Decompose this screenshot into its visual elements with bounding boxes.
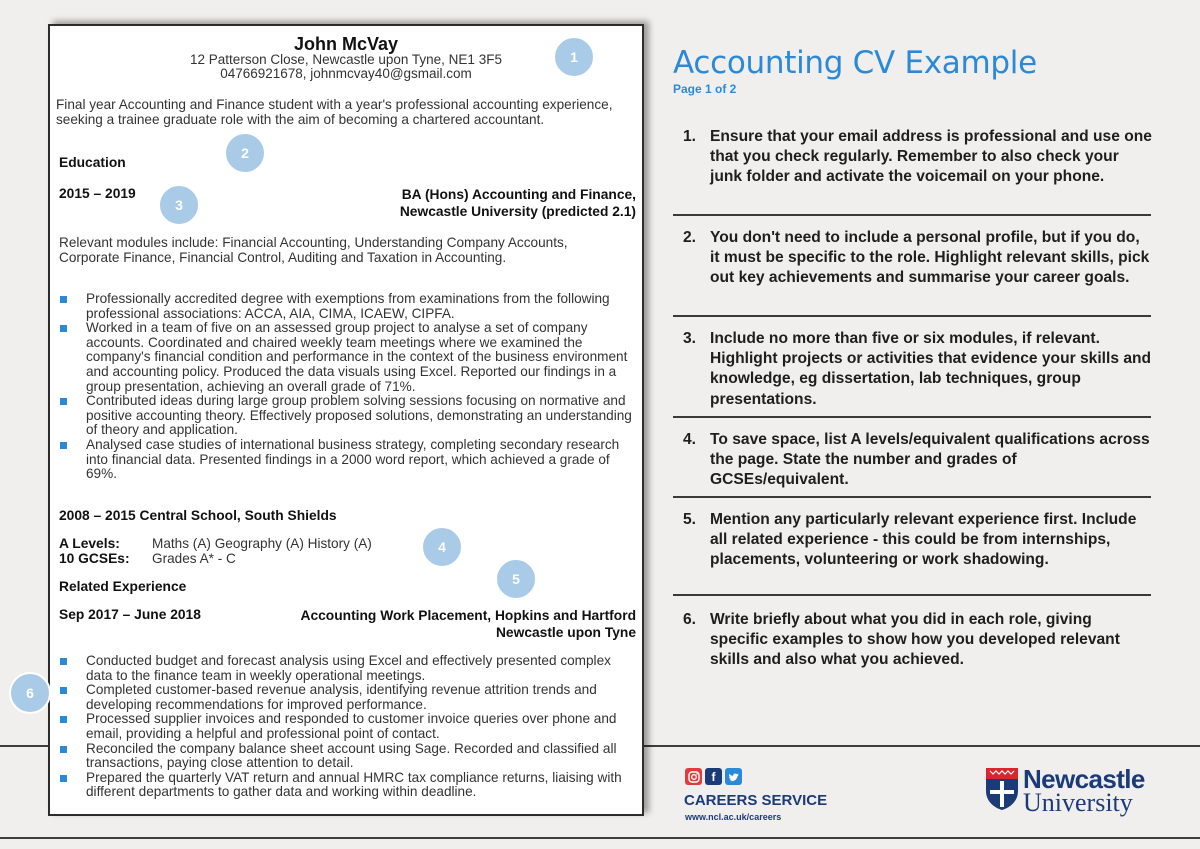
job-bullets (59, 654, 639, 800)
list-item: Analysed case studies of international business strategy, completing secondary research into financial data. Presented findings in a 2000 word report, which achieved a grade of 69%. (59, 438, 639, 482)
cv-name: John McVay (293, 34, 399, 54)
bottom-divider-line (0, 837, 1200, 839)
instagram-icon[interactable] (685, 768, 702, 785)
tip-number: 3. (683, 330, 697, 347)
tip-1 (683, 127, 1153, 188)
alevels-value: Maths (A) Geography (A) History (A) (152, 536, 372, 551)
education-heading: Education (59, 155, 126, 170)
cv-page (48, 24, 644, 816)
logo-word-2: University (1023, 788, 1133, 817)
cv-contact: 04766921678, johnmcvay40@gsmail.com (220, 66, 472, 81)
facebook-icon[interactable]: f (705, 768, 722, 785)
tip-text: To save space, list A levels/equivalent qualifications across the page. State the number and grades of GCSEs/equivalent. (710, 431, 1150, 489)
marker-6: 6 (9, 672, 51, 714)
list-item: Prepared the quarterly VAT return and annual HMRC tax compliance returns, liaising with different departments to gather data and working within deadline. (59, 771, 639, 800)
tip-3 (683, 329, 1153, 410)
job-dates: Sep 2017 – June 2018 (59, 607, 201, 622)
education-dates: 2015 – 2019 (59, 186, 136, 201)
tip-number: 1. (683, 128, 697, 145)
page-subtitle: Page 1 of 2 (673, 82, 737, 96)
degree-bullets (59, 292, 639, 482)
tip-number: 6. (683, 611, 697, 628)
tip-separator (673, 214, 1151, 216)
crest-icon (985, 767, 1019, 811)
gcses-value: Grades A* - C (152, 550, 236, 566)
related-experience-heading: Related Experience (59, 579, 187, 594)
tip-5 (683, 510, 1153, 571)
tip-text: Ensure that your email address is professional and use one that you check regularly. Remember to also check your junk folder and activate the voicemail on your phone. (710, 128, 1152, 186)
tip-6 (683, 610, 1153, 671)
list-item: Reconciled the company balance sheet account using Sage. Recorded and classified all transactions, paying close attention to detail. (59, 742, 639, 771)
logo-word-1: Newcastle (1023, 764, 1145, 794)
degree-line-1: BA (Hons) Accounting and Finance, (401, 187, 636, 202)
marker-1: 1 (553, 36, 595, 78)
page-title: Accounting CV Example (673, 45, 1037, 81)
marker-4: 4 (421, 526, 463, 568)
job-title-line-2: Newcastle upon Tyne (495, 625, 636, 640)
marker-5: 5 (495, 558, 537, 600)
social-icons (685, 768, 742, 785)
marker-3: 3 (158, 184, 200, 226)
school-heading: 2008 – 2015 Central School, South Shields (59, 508, 337, 523)
university-logo (985, 764, 1145, 817)
tip-text: You don't need to include a personal profile, but if you do, it must be specific to the role. Highlight relevant skills, pick out key achievements and summarise your career goals. (710, 229, 1150, 287)
degree-title (400, 186, 636, 220)
marker-2: 2 (224, 132, 266, 174)
list-item: Professionally accredited degree with exemptions from examinations from the following professional associations: ACCA, AIA, CIMA, ICAEW, CIPFA. (59, 292, 639, 321)
alevels-label: A Levels: (59, 536, 120, 551)
tip-text: Include no more than five or six modules, if relevant. Highlight projects or activities that evidence your skills and knowledge, eg dissertation, lab techniques, group presentations. (710, 330, 1152, 408)
modules-text: Relevant modules include: Financial Accounting, Understanding Company Accounts, Corporate Finance, Financial Control, Auditing and Taxation in Accounting. (59, 235, 568, 265)
tip-text: Mention any particularly relevant experience first. Include all related experience - this could be from internships, placements, volunteering or work shadowing. (710, 511, 1137, 569)
degree-line-2: Newcastle University (predicted 2.1) (399, 204, 636, 219)
tip-separator (673, 416, 1151, 418)
tip-2 (683, 228, 1153, 289)
qualifications (59, 537, 372, 566)
job-title-line-1: Accounting Work Placement, Hopkins and Hartford (300, 608, 636, 623)
tip-text: Write briefly about what you did in each role, giving specific examples to show how you developed relevant skills and also what you achieved. (710, 611, 1120, 669)
tip-separator (673, 315, 1151, 317)
careers-url-link[interactable]: www.ncl.ac.uk/careers (685, 812, 782, 822)
tip-number: 5. (683, 511, 697, 528)
twitter-icon[interactable] (725, 768, 742, 785)
list-item: Contributed ideas during large group problem solving sessions focusing on normative and positive accounting theory. Effectively proposed solutions, demonstrating an understanding of theory and application. (59, 394, 639, 438)
tip-number: 4. (683, 431, 697, 448)
list-item: Worked in a team of five on an assessed group project to analyse a set of company accounts. Coordinated and chaired weekly team meetings where we examined the company's financial condition and performance in the context of the business environment and accounting policy. Produced the data visuals using Excel. Reported our findings in a group presentation, achieving an overall grade of 71%. (59, 321, 639, 394)
list-item: Completed customer-based revenue analysis, identifying revenue attrition trends and developing recommendations for improved performance. (59, 683, 639, 712)
gcses-label: 10 GCSEs: (59, 550, 130, 566)
careers-service-label: CAREERS SERVICE (684, 792, 828, 809)
tip-4 (683, 430, 1153, 491)
tip-separator (673, 594, 1151, 596)
job-title (300, 607, 636, 641)
cv-address: 12 Patterson Close, Newcastle upon Tyne, NE1 3F5 (190, 52, 502, 67)
list-item: Processed supplier invoices and responded to customer invoice queries over phone and email, providing a helpful and professional point of contact. (59, 712, 639, 741)
tip-separator (673, 496, 1151, 498)
list-item: Conducted budget and forecast analysis using Excel and effectively presented complex data to the finance team in weekly operational meetings. (59, 654, 639, 683)
tip-number: 2. (683, 229, 697, 246)
cv-profile: Final year Accounting and Finance student with a year's professional accounting experience, seeking a trainee graduate role with the aim of becoming a chartered accountant. (56, 97, 613, 127)
